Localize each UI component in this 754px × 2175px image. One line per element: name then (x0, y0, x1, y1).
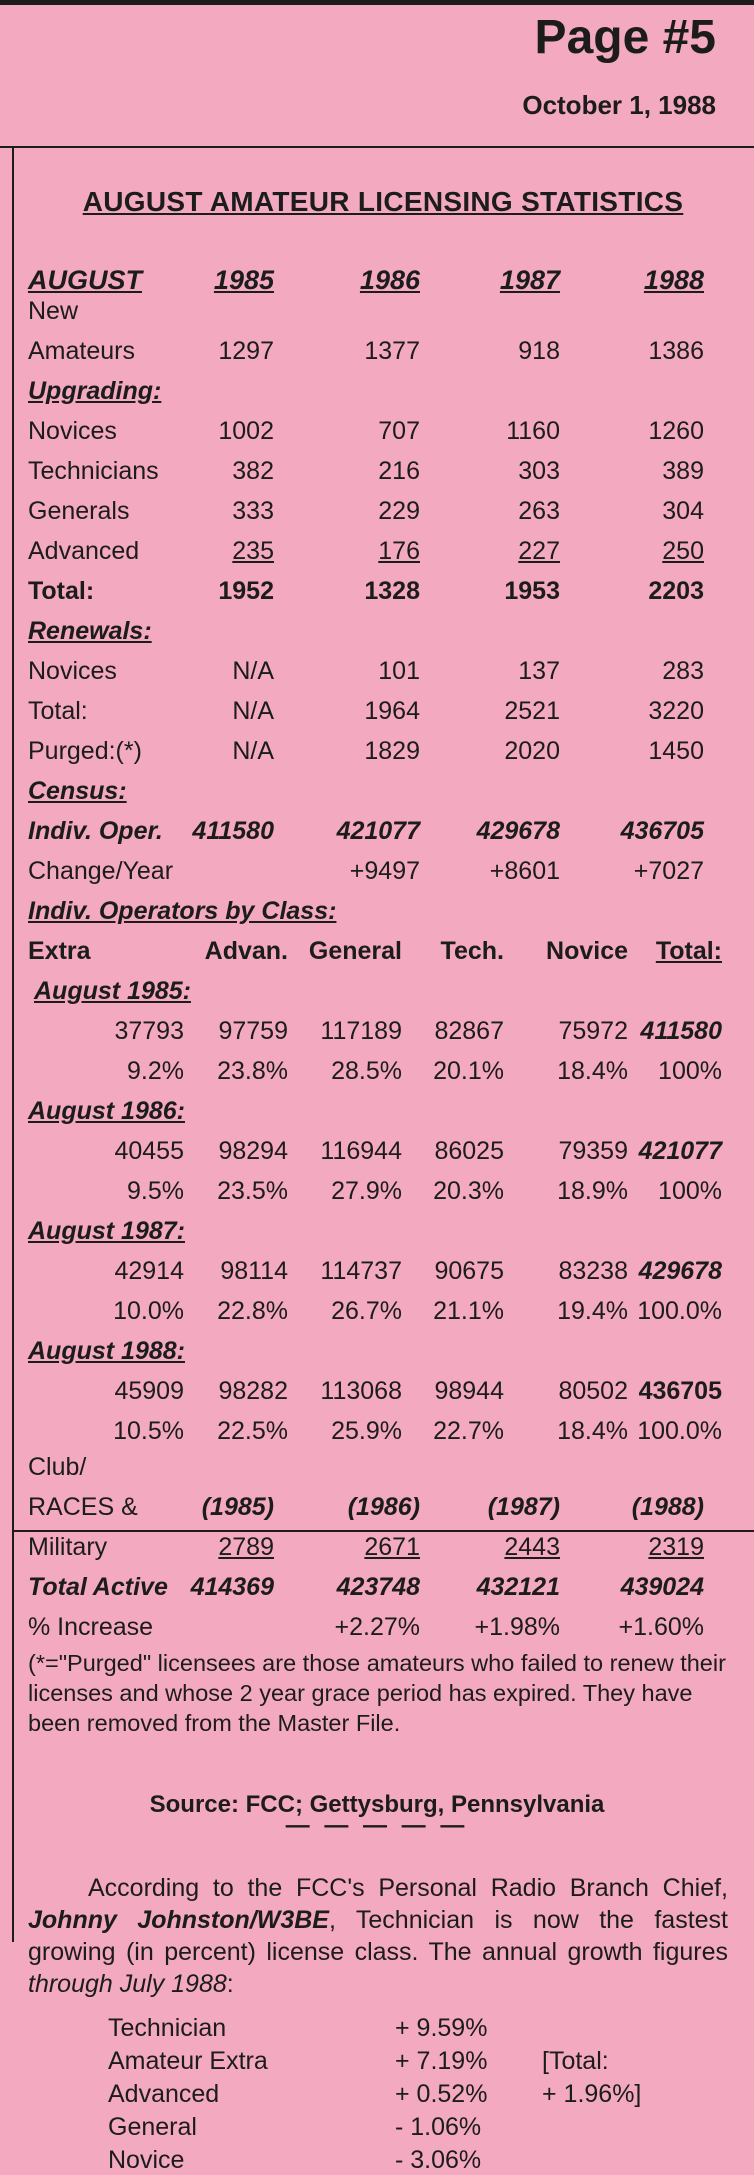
cell: 137 (518, 657, 560, 685)
class-columns-row (0, 926, 754, 966)
cell: 90675 (434, 1257, 504, 1285)
group-label: August 1987: (28, 1217, 185, 1245)
row-label: Novices (28, 417, 117, 445)
club-year: (1985) (201, 1493, 274, 1521)
club-year: (1988) (631, 1493, 704, 1521)
group-label: August 1986: (28, 1097, 185, 1125)
cell: 283 (662, 657, 704, 685)
renewals-heading-row (0, 606, 754, 646)
cell: 42914 (114, 1257, 184, 1285)
class-name: Technician (108, 2014, 227, 2042)
cell: +1.60% (618, 1613, 704, 1641)
row-label: Total: (28, 697, 88, 725)
cell: 114737 (320, 1257, 402, 1285)
top-border (0, 0, 754, 5)
row-label: Purged:(*) (28, 737, 142, 765)
cell: 2521 (504, 697, 560, 725)
cell: +1.98% (474, 1613, 560, 1641)
cell: 98944 (434, 1377, 504, 1405)
cell: 10.0% (113, 1297, 184, 1325)
cell: 2671 (364, 1533, 420, 1561)
purged-note: (*="Purged" licensees are those amateurs who failed to renew their licenses and whose 2 year grace period has expired. They have been removed from the Master File. (28, 1650, 726, 1736)
para-text-3: : (226, 1970, 234, 1998)
row-label: Indiv. Oper. (28, 817, 163, 845)
upgrade-generals-row (0, 486, 754, 526)
upgrade-total-row (0, 566, 754, 606)
cell: 436705 (638, 1377, 722, 1405)
total-active-row (0, 1562, 754, 1602)
census-heading: Census: (28, 777, 127, 805)
new-label: New (28, 297, 79, 325)
cell: 421077 (336, 817, 420, 845)
cell: 86025 (434, 1137, 504, 1165)
row-label: % Increase (28, 1613, 154, 1641)
cell: 20.1% (433, 1057, 504, 1085)
cell: 421077 (638, 1137, 722, 1165)
class-name: Amateur Extra (108, 2047, 268, 2075)
upgrade-advanced-row (0, 526, 754, 566)
article-title: AUGUST AMATEUR LICENSING STATISTICS (82, 186, 684, 217)
page-number: Page #5 (534, 11, 716, 64)
growth-value: + 0.52% (395, 2080, 488, 2108)
cell: +9497 (349, 857, 420, 885)
cell: 18.4% (557, 1057, 628, 1085)
cell: 18.4% (557, 1417, 628, 1445)
para-text-2: , Technician is now the fastest growing (in percent) license class. The annual growth figures (28, 1906, 729, 1966)
group-1987-percents-row (0, 1286, 754, 1326)
class-name: General (108, 2113, 197, 2141)
new-amateurs-row (0, 326, 754, 366)
cell: 101 (378, 657, 420, 685)
list-item (0, 2043, 754, 2076)
club-label: Club/ (28, 1453, 87, 1481)
cell: 26.7% (331, 1297, 402, 1325)
year-header-row (0, 250, 754, 296)
group-1988-counts-row (0, 1366, 754, 1406)
cell: 113068 (320, 1377, 402, 1405)
cell: 100.0% (637, 1417, 722, 1445)
cell: N/A (232, 737, 274, 765)
cell: 333 (232, 497, 274, 525)
cell: 439024 (620, 1573, 704, 1601)
cell: 83238 (558, 1257, 628, 1285)
new-1986: 1377 (364, 337, 420, 365)
cell: 2319 (648, 1533, 704, 1561)
cell: 227 (518, 537, 560, 565)
cell: 27.9% (331, 1177, 402, 1205)
cell: 1952 (218, 577, 274, 605)
census-indiv-row (0, 806, 754, 846)
by-class-heading-row (0, 886, 754, 926)
year-1985: 1985 (213, 265, 274, 295)
cell: 1328 (364, 577, 420, 605)
row-label: Technicians (28, 457, 159, 485)
census-heading-row (0, 766, 754, 806)
total-note: + 1.96%] (542, 2080, 642, 2108)
cell: 229 (378, 497, 420, 525)
cell: 82867 (434, 1017, 504, 1045)
cell: 414369 (190, 1573, 274, 1601)
cell: 37793 (114, 1017, 184, 1045)
new-1987: 918 (518, 337, 560, 365)
growth-list (0, 2010, 754, 2175)
club-years-row (0, 1482, 754, 1522)
column-header: Novice (546, 937, 628, 965)
cell: 216 (378, 457, 420, 485)
new-label-row (0, 296, 754, 326)
group-label: August 1988: (28, 1337, 185, 1365)
cell: 2203 (648, 577, 704, 605)
cell: 98282 (218, 1377, 288, 1405)
cell: 411580 (192, 817, 274, 845)
group-1985-counts-row (0, 1006, 754, 1046)
chief-name: Johnny Johnston/W3BE (28, 1906, 329, 1934)
growth-paragraph (28, 1872, 728, 2000)
cell: 97759 (218, 1017, 288, 1045)
cell: +7027 (633, 857, 704, 885)
cell: 2789 (218, 1533, 274, 1561)
group-1986-label-row (0, 1086, 754, 1126)
cell: 1450 (648, 737, 704, 765)
dash-separator: — — — — — (285, 1812, 469, 1839)
new-1985: 1297 (218, 337, 274, 365)
growth-value: - 3.06% (395, 2146, 482, 2174)
cell: 3220 (648, 697, 704, 725)
cell: 1953 (504, 577, 560, 605)
cell: N/A (232, 697, 274, 725)
races-label: RACES & (28, 1493, 138, 1521)
group-1987-label-row (0, 1206, 754, 1246)
cell: 707 (378, 417, 420, 445)
list-item (0, 2010, 754, 2043)
new-1988: 1386 (648, 337, 704, 365)
cell: 2020 (504, 737, 560, 765)
para-text-1: According to the FCC's Personal Radio Branch Chief, (88, 1874, 728, 1902)
cell: 235 (232, 537, 274, 565)
cell: 389 (662, 457, 704, 485)
cell: 19.4% (557, 1297, 628, 1325)
club-label-row (0, 1446, 754, 1482)
cell: 429678 (476, 817, 560, 845)
cell: 100% (658, 1057, 722, 1085)
group-label: August 1985: (34, 977, 191, 1005)
year-1986: 1986 (359, 265, 420, 295)
group-1988-percents-row (0, 1406, 754, 1446)
total-note: [Total: (542, 2047, 609, 2075)
growth-value: - 1.06% (395, 2113, 482, 2141)
cell: 10.5% (113, 1417, 184, 1445)
census-change-row (0, 846, 754, 886)
cell: 436705 (620, 817, 704, 845)
cell: 1160 (506, 417, 560, 445)
cell: 1829 (364, 737, 420, 765)
row-label: Generals (28, 497, 130, 525)
column-header: Total: (655, 937, 722, 965)
cell: 23.8% (217, 1057, 288, 1085)
column-header: General (308, 937, 402, 965)
cell: 23.5% (217, 1177, 288, 1205)
cell: 20.3% (433, 1177, 504, 1205)
cell: 382 (232, 457, 274, 485)
military-label: Military (28, 1533, 108, 1561)
cell: 18.9% (557, 1177, 628, 1205)
cell: 9.5% (127, 1177, 184, 1205)
column-header: Extra (28, 937, 91, 965)
cell: 9.2% (127, 1057, 184, 1085)
club-year: (1986) (347, 1493, 420, 1521)
group-1985-label-row (0, 966, 754, 1006)
class-name: Advanced (108, 2080, 220, 2108)
cell: 98114 (220, 1257, 288, 1285)
row-label: Total Active (28, 1573, 168, 1601)
cell: 2443 (504, 1533, 560, 1561)
group-1986-counts-row (0, 1126, 754, 1166)
group-1988-label-row (0, 1326, 754, 1366)
cell: 22.7% (433, 1417, 504, 1445)
club-values-row (0, 1522, 754, 1562)
statistics-table (0, 250, 754, 1642)
amateurs-label: Amateurs (28, 337, 135, 365)
cell: 303 (518, 457, 560, 485)
upgrading-heading: Upgrading: (28, 377, 162, 405)
issue-date: October 1, 1988 (522, 90, 716, 120)
cell: 1260 (648, 417, 704, 445)
list-item (0, 2109, 754, 2142)
row-label: Total: (28, 577, 95, 605)
cell: 423748 (336, 1573, 420, 1601)
cell: 80502 (558, 1377, 628, 1405)
list-item (0, 2142, 754, 2175)
group-1986-percents-row (0, 1166, 754, 1206)
upgrade-technicians-row (0, 446, 754, 486)
column-header: Tech. (440, 937, 504, 965)
column-header: Advan. (204, 937, 288, 965)
cell: +8601 (489, 857, 560, 885)
renewal-novices-row (0, 646, 754, 686)
cell: 1964 (364, 697, 420, 725)
cell: 100.0% (637, 1297, 722, 1325)
cell: 432121 (476, 1573, 560, 1601)
row-label: Advanced (28, 537, 140, 565)
cell: 45909 (114, 1377, 184, 1405)
cell: 79359 (558, 1137, 628, 1165)
club-year: (1987) (487, 1493, 560, 1521)
cell: 411580 (640, 1017, 722, 1045)
year-1988: 1988 (643, 265, 704, 295)
growth-value: + 9.59% (395, 2014, 488, 2042)
group-1985-percents-row (0, 1046, 754, 1086)
row-label: Change/Year (28, 857, 174, 885)
list-item (0, 2076, 754, 2109)
cell: 75972 (558, 1017, 628, 1045)
cell: 263 (518, 497, 560, 525)
renewals-heading: Renewals: (28, 617, 152, 645)
cell: 22.8% (217, 1297, 288, 1325)
cell: 21.1% (433, 1297, 504, 1325)
growth-value: + 7.19% (395, 2047, 488, 2075)
cell: 250 (662, 537, 704, 565)
increase-row (0, 1602, 754, 1642)
cell: 25.9% (331, 1417, 402, 1445)
cell: 176 (378, 537, 420, 565)
cell: 429678 (638, 1257, 722, 1285)
group-1987-counts-row (0, 1246, 754, 1286)
cell: 117189 (320, 1017, 402, 1045)
cell: N/A (232, 657, 274, 685)
by-class-heading: Indiv. Operators by Class: (28, 897, 337, 925)
upgrading-heading-row (0, 366, 754, 406)
cell: 304 (662, 497, 704, 525)
cell: +2.27% (334, 1613, 420, 1641)
cell: 28.5% (331, 1057, 402, 1085)
cell: 1002 (218, 417, 274, 445)
source-line: Source: FCC; Gettysburg, Pennsylvania (149, 1791, 605, 1818)
para-emphasis: through July 1988 (28, 1970, 227, 1998)
class-name: Novice (108, 2146, 185, 2174)
cell: 40455 (114, 1137, 184, 1165)
cell: 100% (658, 1177, 722, 1205)
cell: 116944 (320, 1137, 402, 1165)
header-divider (0, 146, 754, 148)
upgrade-novices-row (0, 406, 754, 446)
cell: 22.5% (217, 1417, 288, 1445)
renewal-total-row (0, 686, 754, 726)
cell: 98294 (218, 1137, 288, 1165)
month-heading: AUGUST (28, 265, 142, 295)
year-1987: 1987 (499, 265, 560, 295)
row-label: Novices (28, 657, 117, 685)
renewal-purged-row (0, 726, 754, 766)
